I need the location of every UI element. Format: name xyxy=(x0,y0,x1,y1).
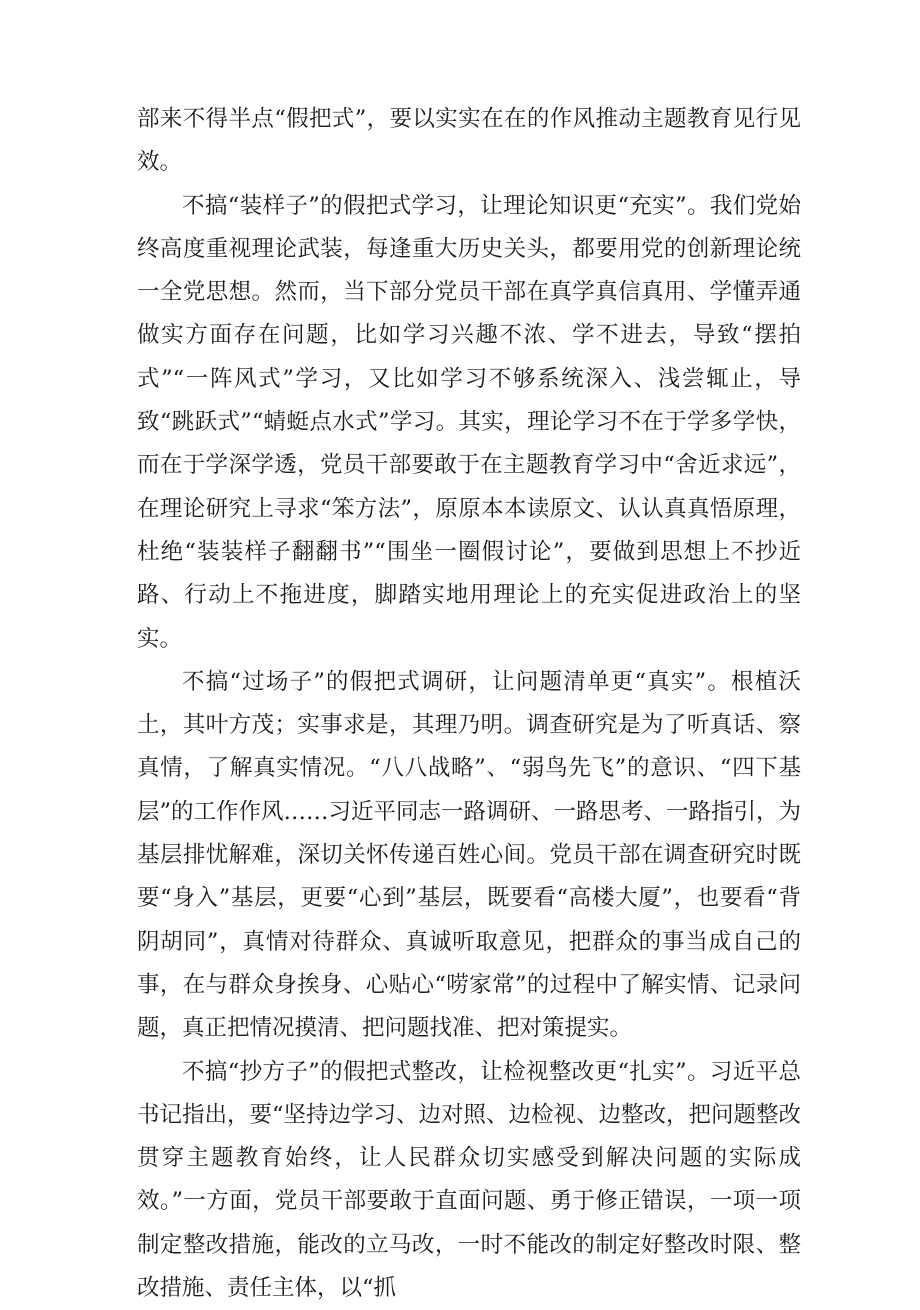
paragraph-continuation: 部来不得半点“假把式”，要以实实在在的作风推动主题教育见行见效。 xyxy=(137,106,801,176)
paragraph-rectification: 不搞“抄方子”的假把式整改，让检视整改更“扎实”。习近平总书记指出，要“坚持边学习、边对照、边检视、边整改，把问题整改贯穿主题教育始终，让人民群众切实感受到解决问题的实际成效。”一方面，党员干部要敢于直面问题、勇于修正错误，一项一项制定整改措施，能改的立马改，一时不能改的制定好整改时限、整改措施、责任主体，以“抓 xyxy=(137,1058,802,1302)
paragraph-theory-study: 不搞“装样子”的假把式学习，让理论知识更“充实”。我们党始终高度重视理论武装，每逢重大历史关头，都要用党的创新理论统一全党思想。然而，当下部分党员干部在真学真信真用、学懂弄通做实方面存在问题，比如学习兴趣不浓、学不进去，导致“摆拍式”“一阵风式”学习，又比如学习不够系统深入、浅尝辄止，导致“跳跃式”“蜻蜓点水式”学习。其实，理论学习不在于学多学快，而在于学深学透，党员干部要敢于在主题教育学习中“舍近求远”，在理论研究上寻求“笨方法”，原原本本读原文、认认真真悟原理，杜绝“装装样子翻翻书”“围坐一圈假讨论”，要做到思想上不抄近路、行动上不拖进度，脚踏实地用理论上的充实促进政治上的坚实。 xyxy=(137,192,801,652)
document-body xyxy=(137,98,801,1310)
paragraph-investigation: 不搞“过场子”的假把式调研，让问题清单更“真实”。根植沃土，其叶方茂；实事求是，其理乃明。调查研究是为了听真话、察真情，了解真实情况。“八八战略”、“弱鸟先飞”的意识、“四下基层”的工作作风……习近平同志一路调研、一路思考、一路指引，为基层排忧解难，深切关怀传递百姓心间。党员干部在调查研究时既要“身入”基层，更要“心到”基层，既要看“高楼大厦”，也要看“背阴胡同”，真情对待群众、真诚听取意见，把群众的事当成自己的事，在与群众身挨身、心贴心“唠家常”的过程中了解实情、记录问题，真正把情况摸清、把问题找准、把对策提实。 xyxy=(137,668,802,1042)
